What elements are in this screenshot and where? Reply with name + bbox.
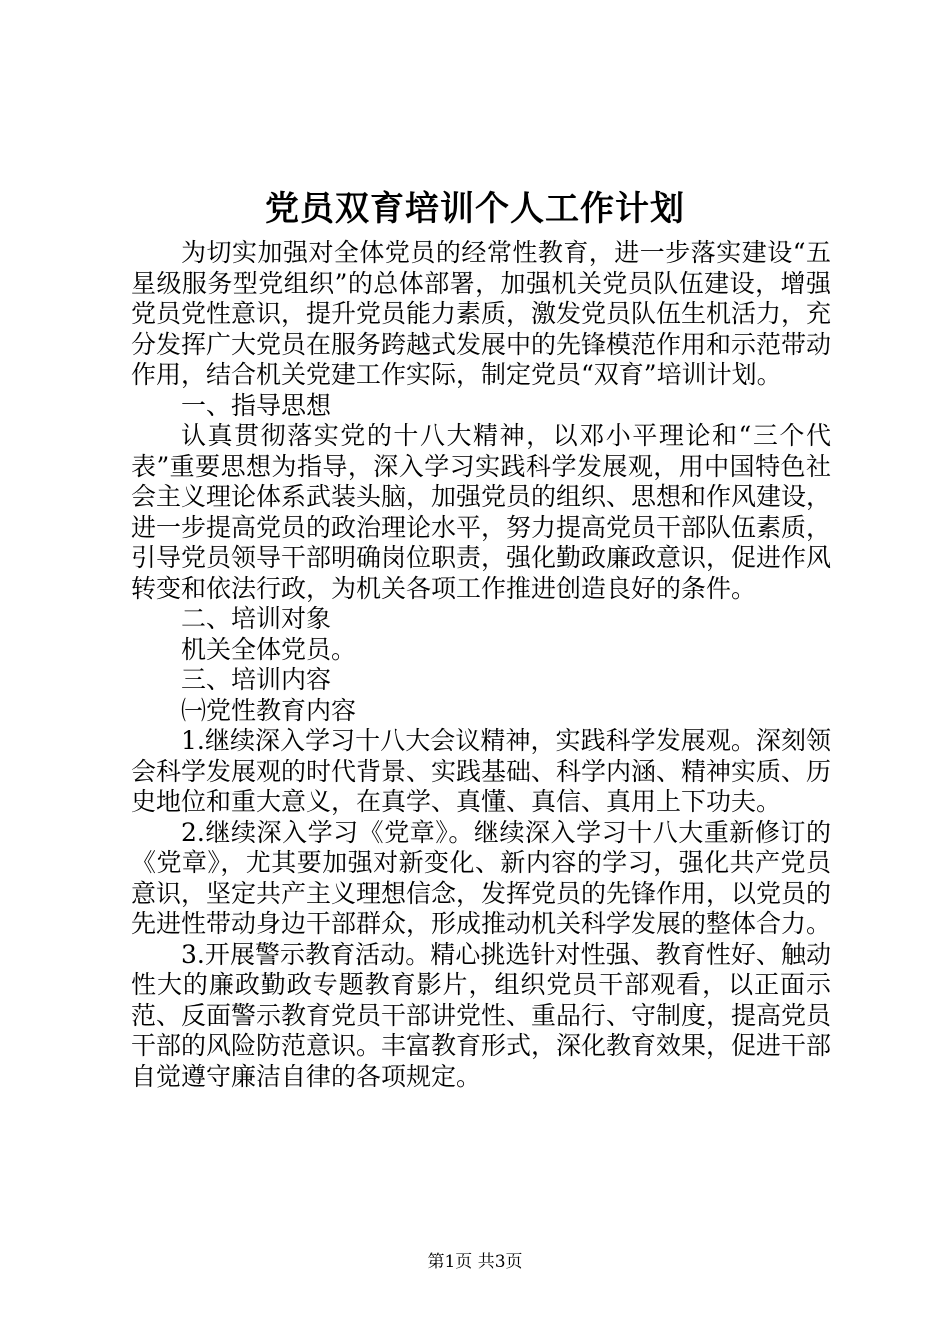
heading-training-target: 二、培训对象 bbox=[181, 604, 332, 633]
paragraph-training-target: 机关全体党员。 bbox=[181, 634, 357, 664]
subheading-party-education: ㈠党性教育内容 bbox=[181, 695, 357, 725]
paragraph-item-3: 3.开展警示教育活动。精心挑选针对性强、教育性好、触动性大的廉政勤政专题教育影片，组织党员干部观看，以正面示范、反面警示教育党员干部讲党性、重品行、守制度，提高党员干部的风险防范意识。丰富教育形式，深化教育效果，促进干部自觉遵守廉洁自律的各项规定。 bbox=[131, 939, 832, 1091]
paragraph-guiding-ideology: 认真贯彻落实党的十八大精神，以邓小平理论和“三个代表”重要思想为指导，深入学习实践科学发展观，用中国特色社会主义理论体系武装头脑，加强党员的组织、思想和作风建设，进一步提高党员的政治理论水平，努力提高党员干部队伍素质，引导党员领导干部明确岗位职责，强化勤政廉政意识，促进作风转变和依法行政，为机关各项工作推进创造良好的条件。 bbox=[131, 421, 832, 603]
page-footer: 第1页 共3页 bbox=[427, 1252, 523, 1272]
document-title: 党员双育培训个人工作计划 bbox=[265, 189, 685, 229]
paragraph-item-2: 2.继续深入学习《党章》。继续深入学习十八大重新修订的《党章》，尤其要加强对新变化、新内容的学习，强化共产党员意识，坚定共产主义理想信念，发挥党员的先锋作用，以党员的先进性带动身边干部群众，形成推动机关科学发展的整体合力。 bbox=[131, 817, 832, 938]
heading-training-content: 三、培训内容 bbox=[181, 665, 332, 694]
document-body bbox=[131, 238, 831, 1092]
heading-guiding-ideology: 一、指导思想 bbox=[181, 390, 332, 420]
paragraph-intro: 为切实加强对全体党员的经常性教育，进一步落实建设“五星级服务型党组织”的总体部署，加强机关党员队伍建设，增强党员党性意识，提升党员能力素质，激发党员队伍生机活力，充分发挥广大党员在服务跨越式发展中的先锋模范作用和示范带动作用，结合机关党建工作实际，制定党员“双育”培训计划。 bbox=[131, 238, 832, 389]
paragraph-item-1: 1.继续深入学习十八大会议精神，实践科学发展观。深刻领会科学发展观的时代背景、实践基础、科学内涵、精神实质、历史地位和重大意义，在真学、真懂、真信、真用上下功夫。 bbox=[131, 726, 832, 816]
